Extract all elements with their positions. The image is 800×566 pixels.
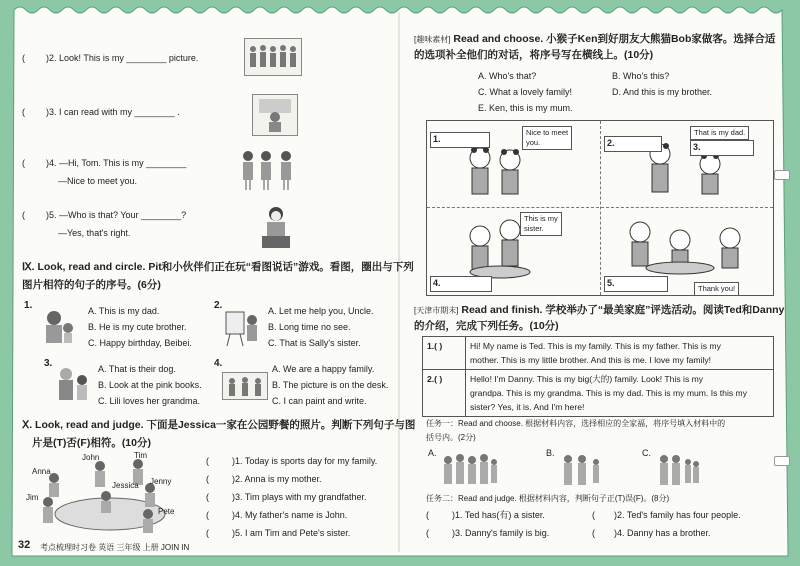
q2-paren: (	[22, 53, 25, 63]
sec11-option-e: E. Ken, this is my mum.	[478, 103, 573, 113]
reading-glasses-image	[252, 94, 298, 136]
bubble-line1: Nice to meet	[526, 128, 569, 137]
sec9-item2-num: 2.	[214, 300, 223, 311]
danny-line3: sister? Yes, it is. And I'm here!	[470, 402, 585, 412]
sec10-item4-text: )4. My father's name is John.	[232, 510, 348, 520]
family-photo-a-label: A.	[428, 448, 437, 458]
picnic-name-jim: Jim	[26, 493, 39, 502]
blank-2-label: 2.	[607, 138, 615, 148]
sec12-title2: 的介绍，完成下列任务。(10分)	[414, 320, 559, 332]
blank-4-box[interactable]	[430, 276, 492, 292]
sec10-item2-paren: (	[206, 474, 209, 484]
picnic-family-image	[26, 451, 180, 540]
kids-greeting-image	[238, 148, 304, 192]
sec11-title	[414, 34, 775, 45]
q5-line2: —Yes, that's right.	[58, 228, 131, 238]
sec10-title: Ⅹ. Look, read and judge. 下面是Jessica一家在公园野餐的照片。判断下列句子与图	[22, 419, 416, 431]
bubble-line2: you.	[526, 138, 541, 147]
sec9-item4-num: 4.	[214, 358, 223, 369]
reading-row-2-text	[466, 370, 774, 417]
ted-line2: mother. This is my little brother. And this is me. I love my family!	[470, 355, 712, 365]
family-photo-b-image[interactable]	[560, 452, 604, 488]
judge-1-paren: (	[426, 510, 429, 520]
sec9-item4-opt-a[interactable]: A. We are a happy family.	[272, 364, 375, 374]
reading-row-2-label[interactable]: 2.( )	[423, 370, 466, 417]
sec10-title2: 片是(T)否(F)相符。(10分)	[32, 437, 151, 449]
sec9-item2-opt-b[interactable]: B. Long time no see.	[268, 322, 351, 332]
sec10-item5-text: )5. I am Tim and Pete's sister.	[232, 528, 351, 538]
q5-paren: (	[22, 210, 25, 220]
page-number: 32	[18, 539, 31, 551]
judge-2-text: )2. Ted's family has four people.	[614, 510, 741, 520]
sec9-title: Ⅸ. Look, read and circle. Pit和小伙伴们正在玩“看图说话”游戏。看图，圈出与下列	[22, 261, 414, 273]
sec11-tag: [趣味素材]	[414, 35, 451, 44]
sec9-item3-opt-b[interactable]: B. Look at the pink books.	[98, 380, 202, 390]
center-fold	[398, 12, 400, 552]
sec9-item3-opt-a[interactable]: A. That is their dog.	[98, 364, 176, 374]
sec10-item4-paren: (	[206, 510, 209, 520]
task1-text2: 括号内。(2分)	[426, 433, 476, 442]
bubble-line4: sister.	[524, 224, 544, 233]
picnic-name-jenny: Jenny	[150, 477, 172, 486]
judge-3-text: )3. Danny's family is big.	[452, 528, 550, 538]
painting-easel-image	[222, 308, 262, 348]
picnic-name-pete: Pete	[158, 507, 175, 516]
task1-text: 任务一：Read and choose. 根据材料内容，选择相应的全家福，将序号填入材料中的	[426, 419, 726, 428]
dad-baby-image	[38, 308, 82, 348]
family-photo-c-image[interactable]	[656, 452, 700, 488]
sec10-item1-paren: (	[206, 456, 209, 466]
judge-2-paren: (	[592, 510, 595, 520]
q4-line2: —Nice to meet you.	[58, 176, 138, 186]
sec9-item1-opt-c[interactable]: C. Happy birthday, Beibei.	[88, 338, 192, 348]
ted-line1: Hi! My name is Ted. This is my family. This is my father. This is my	[470, 341, 721, 351]
judge-4-paren: (	[592, 528, 595, 538]
sec9-item3-num: 3.	[44, 358, 53, 369]
sec9-item1-opt-a[interactable]: A. This is my dad.	[88, 306, 160, 316]
sec10-item3-text: )3. Tim plays with my grandfather.	[232, 492, 367, 502]
footer-text: 考点梳理时习卷 英语 三年级 上册 JOIN IN	[40, 543, 190, 552]
q3-text: )3. I can read with my ________ .	[46, 107, 180, 117]
family-picture-image	[244, 38, 302, 76]
blank-5-box[interactable]	[604, 276, 668, 292]
danny-line2: grandpa. This is my grandma. This is my dad. This is my mum. Is this my	[470, 388, 747, 398]
picnic-name-jessica: Jessica	[112, 481, 139, 490]
sec11-option-d: D. And this is my brother.	[612, 87, 713, 97]
blank-2-box[interactable]	[604, 136, 662, 152]
sec11-option-c: C. What a lovely family!	[478, 87, 573, 97]
sec12-title-text: Read and finish. 学校举办了“最美家庭”评选活动。阅读Ted和Danny	[458, 304, 785, 316]
q2-text: )2. Look! This is my ________ picture.	[46, 53, 199, 63]
family-photo-b-label: B.	[546, 448, 555, 458]
q4-paren: (	[22, 158, 25, 168]
sec9-item2-opt-c[interactable]: C. That is Sally's sister.	[268, 338, 361, 348]
picnic-name-anna: Anna	[32, 467, 51, 476]
bubble-nice-to-meet	[522, 126, 572, 150]
grandma-girl-image	[54, 364, 94, 404]
sec9-item3-opt-c[interactable]: C. Lili loves her grandma.	[98, 396, 201, 406]
sec12-tag: [天津市期末]	[414, 306, 459, 315]
sec9-item1-opt-b[interactable]: B. He is my cute brother.	[88, 322, 187, 332]
blank-3-label: 3.	[693, 142, 701, 152]
sec10-item1-text: )1. Today is sports day for my family.	[232, 456, 378, 466]
reading-row-1-text	[466, 337, 774, 370]
sec9-title2: 图片相符的句子的序号。(6分)	[22, 279, 161, 291]
blank-4-label: 4.	[433, 278, 441, 288]
sec9-item4-opt-b[interactable]: B. The picture is on the desk.	[272, 380, 389, 390]
danny-line1: Hello! I'm Danny. This is my big(大的) family. Look! This is my	[470, 374, 704, 384]
bubble-thank-you: Thank you!	[694, 282, 739, 296]
blank-3-box[interactable]	[690, 140, 754, 156]
reading-row-danny	[423, 370, 774, 417]
judge-4-text: )4. Danny has a brother.	[614, 528, 711, 538]
family-photo-c-label: C.	[642, 448, 651, 458]
reading-row-ted	[423, 337, 774, 370]
reading-row-1-label[interactable]: 1.( )	[423, 337, 466, 370]
judge-1-text: )1. Ted has(有) a sister.	[452, 510, 545, 520]
blank-5-label: 5.	[607, 278, 615, 288]
picnic-name-john: John	[82, 453, 100, 462]
q4-text: )4. —Hi, Tom. This is my ________	[46, 158, 187, 168]
q5-text: )5. —Who is that? Your ________?	[46, 210, 187, 220]
sec9-item2-opt-a[interactable]: A. Let me help you, Uncle.	[268, 306, 374, 316]
sec10-item5-paren: (	[206, 528, 209, 538]
girl-image	[258, 204, 294, 250]
family-photo-image	[222, 372, 268, 400]
bubble-line3: This is my	[524, 214, 558, 223]
q3-paren: (	[22, 107, 25, 117]
picnic-name-tim: Tim	[134, 451, 148, 460]
sec9-item1-num: 1.	[24, 300, 33, 311]
binding-mark	[774, 456, 790, 466]
sec11-title2: 的选项补全他们的对话，将序号写在横线上。(10分)	[414, 49, 654, 61]
sec10-item2-text: )2. Anna is my mother.	[232, 474, 322, 484]
sec11-title-text: Read and choose. 小猴子Ken到好朋友大熊猫Bob家做客。选择合适	[450, 33, 776, 45]
judge-3-paren: (	[426, 528, 429, 538]
bubble-that-is-my-dad: That is my dad.	[690, 126, 749, 140]
bubble-this-is-my-sister	[520, 212, 562, 236]
sec11-option-a: A. Who's that?	[478, 71, 537, 81]
task2-text: 任务二：Read and judge. 根据材料内容，判断句子正(T)误(F)。(8分)	[426, 494, 670, 503]
sec12-title	[414, 305, 784, 316]
sec11-option-b: B. Who's this?	[612, 71, 670, 81]
binding-mark	[774, 170, 790, 180]
blank-1-label: 1.	[433, 134, 441, 144]
blank-1-box[interactable]	[430, 132, 490, 148]
sec10-item3-paren: (	[206, 492, 209, 502]
sec9-item4-opt-c[interactable]: C. I can paint and write.	[272, 396, 367, 406]
family-photo-a-image[interactable]	[440, 452, 500, 488]
reading-table	[422, 336, 774, 417]
